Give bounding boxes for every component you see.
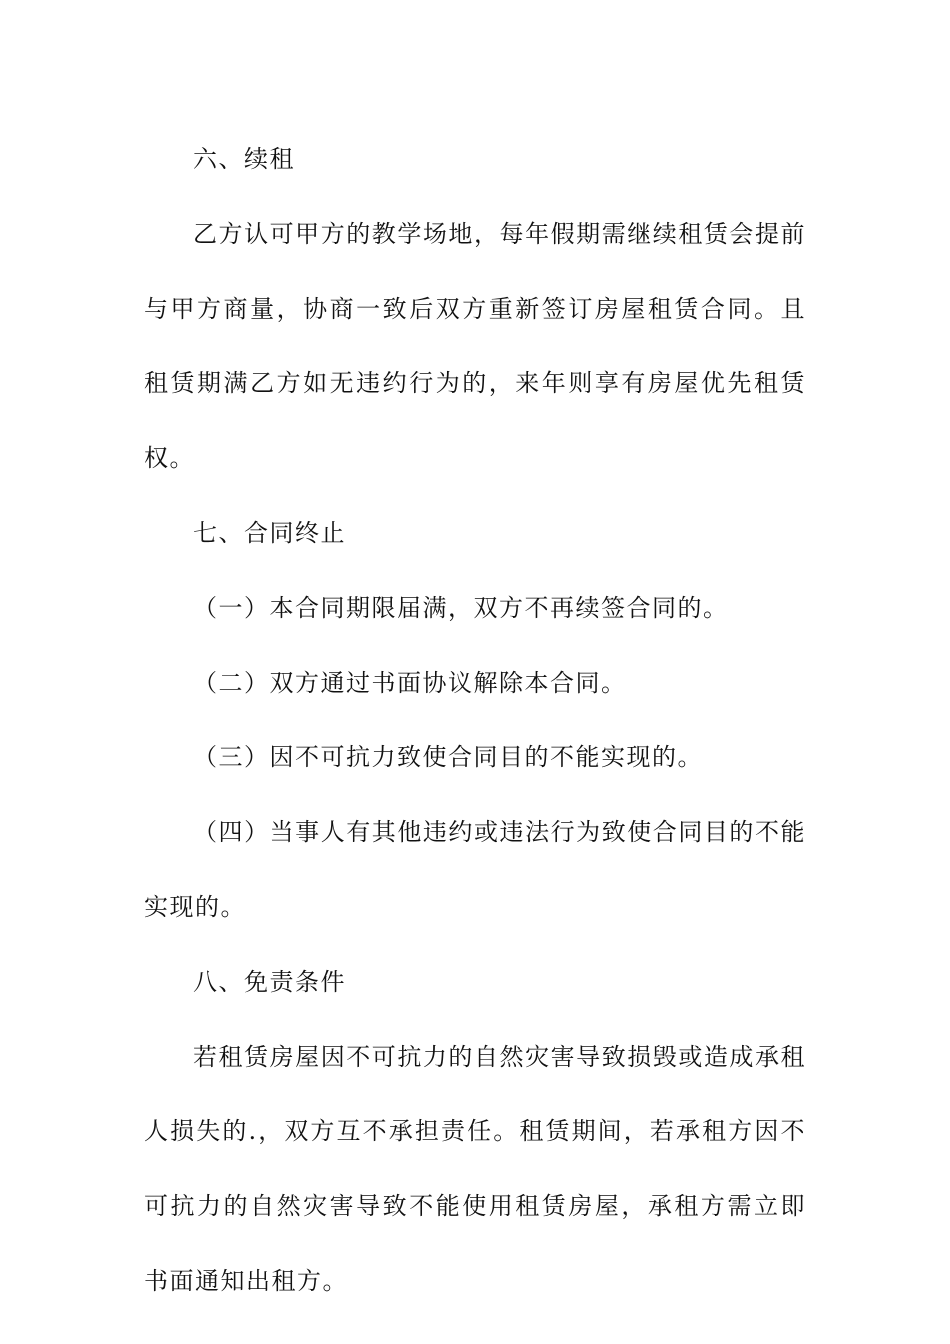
paragraph-exemption: 若租赁房屋因不可抗力的自然灾害导致损毁或造成承租人损失的.，双方互不承担责任。租赁期间，若承租方因不可抗力的自然灾害导致不能使用租赁房屋，承租方需立即书面通知出租方。 xyxy=(144,1042,806,1295)
section-heading-renewal: 六、续租 xyxy=(193,145,295,173)
document-body xyxy=(144,122,806,1319)
termination-item-4: （四）当事人有其他违约或违法行为致使合同目的不能实现的。 xyxy=(144,818,806,921)
termination-item-3: （三）因不可抗力致使合同目的不能实现的。 xyxy=(193,743,703,772)
paragraph-renewal: 乙方认可甲方的教学场地，每年假期需继续租赁会提前与甲方商量，协商一致后双方重新签订房屋租赁合同。且租赁期满乙方如无违约行为的，来年则享有房屋优先租赁权。 xyxy=(144,219,806,473)
section-heading-termination: 七、合同终止 xyxy=(193,518,346,547)
termination-item-2: （二）双方通过书面协议解除本合同。 xyxy=(193,668,627,697)
section-heading-exemption: 八、免责条件 xyxy=(193,967,346,996)
termination-item-1: （一）本合同期限届满，双方不再续签合同的。 xyxy=(193,593,729,622)
